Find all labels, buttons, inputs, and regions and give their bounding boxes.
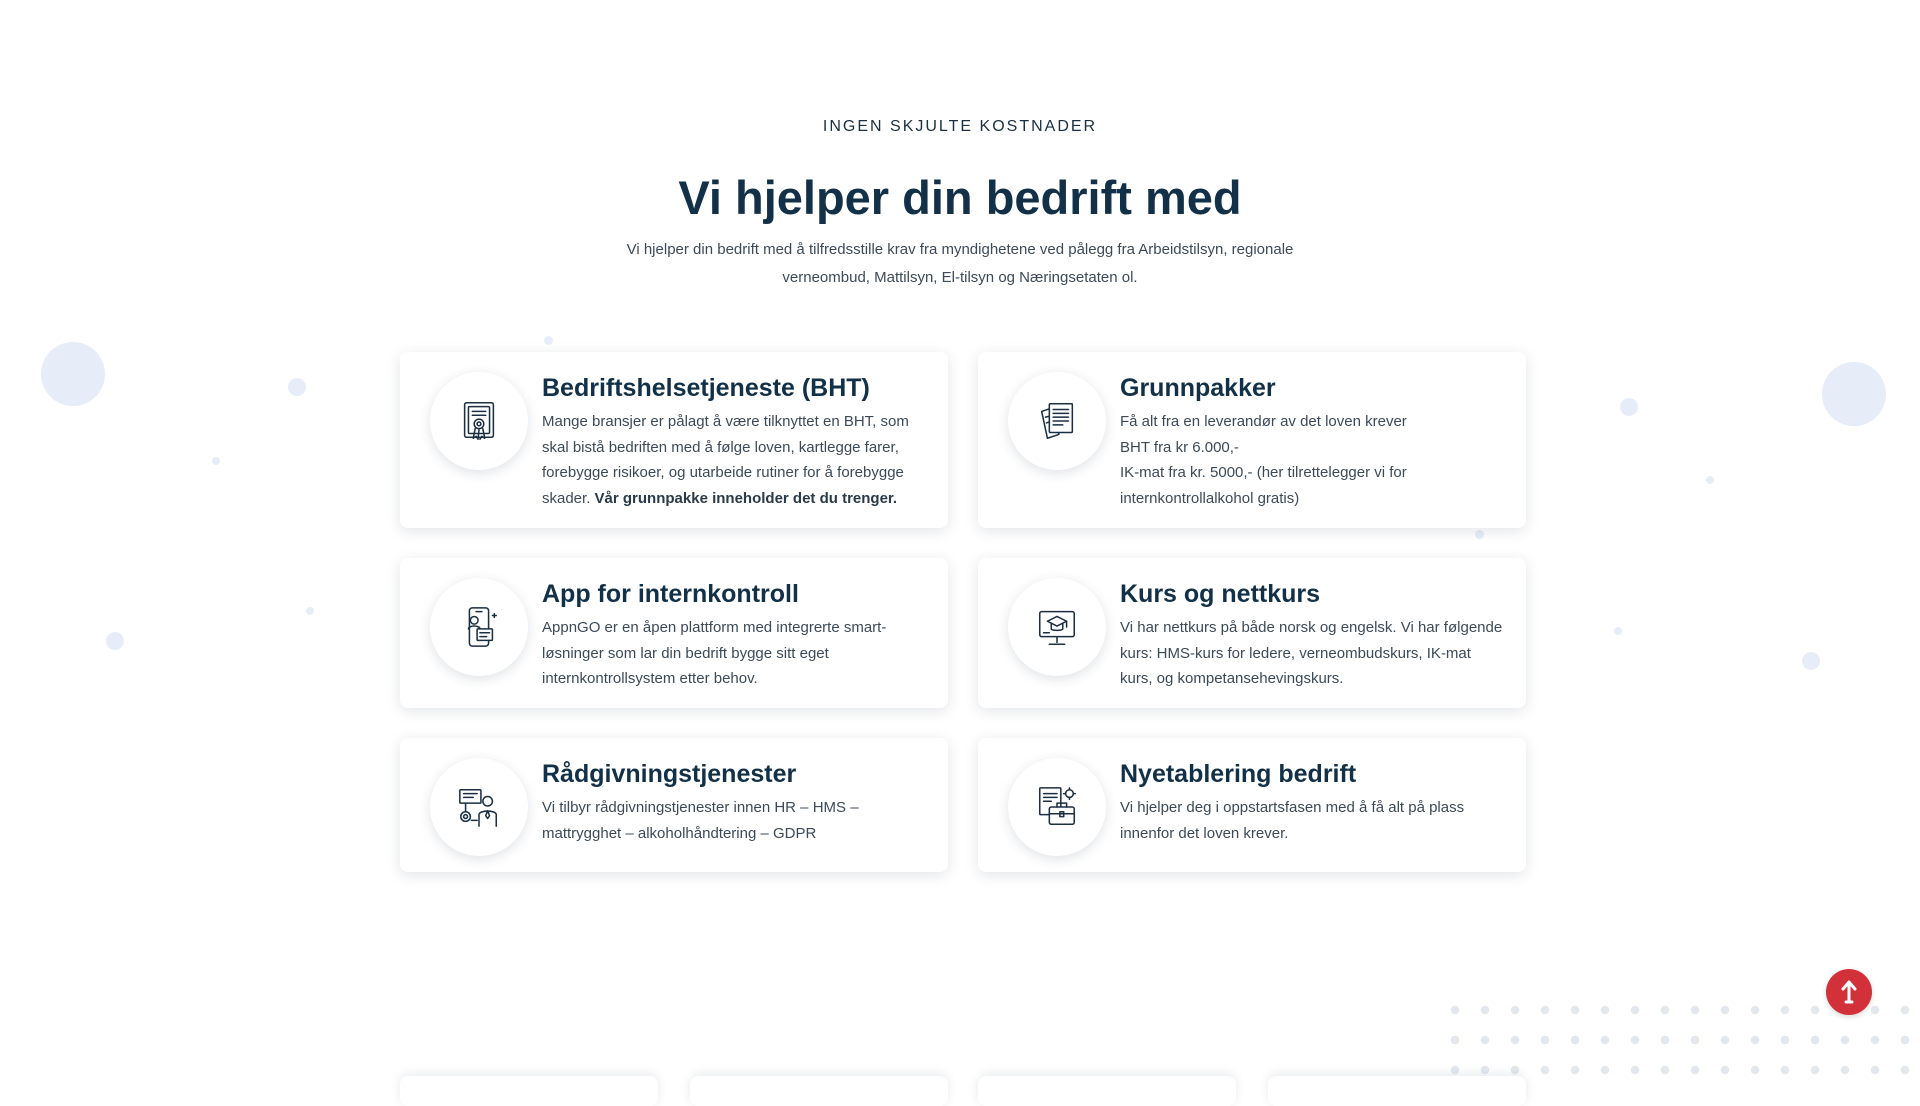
certificate-icon <box>430 372 528 470</box>
card-title: Rådgivningstjenester <box>542 760 797 788</box>
card-line: BHT fra kr 6.000,- <box>1120 438 1239 456</box>
decorative-dot <box>288 378 306 396</box>
arrow-up-icon <box>1838 979 1860 1005</box>
next-section-card <box>1268 1076 1526 1106</box>
decorative-dot <box>212 457 220 465</box>
service-card-app <box>400 558 948 708</box>
section-eyebrow: INGEN SKJULTE KOSTNADER <box>822 118 1098 135</box>
scroll-to-top-button[interactable] <box>1826 969 1872 1015</box>
decorative-dot <box>1475 530 1484 539</box>
card-description: Mange bransjer er pålagt å være tilknyttet en BHT, som skal bistå bedriften med å følge loven, kartlegge farer, forebygge risikoer, og utarbeide rutiner for å forebygge skader. Vår grunnpakke inneholder det du trenger. <box>542 413 909 507</box>
service-card-grunnpakker <box>978 352 1526 528</box>
decorative-dot <box>1620 398 1638 416</box>
service-card-radgivning <box>400 738 948 872</box>
decorative-dot <box>41 342 105 406</box>
decorative-dot <box>1614 627 1622 635</box>
briefcase-icon <box>1008 758 1106 856</box>
next-section-card <box>690 1076 948 1106</box>
card-title: Kurs og nettkurs <box>1120 580 1321 608</box>
card-highlight: Vår grunnpakke inneholder det du trenger. <box>594 489 898 507</box>
service-card-bht <box>400 352 948 528</box>
decorative-dot <box>306 607 314 615</box>
card-description <box>1120 409 1420 511</box>
card-line: Få alt fra en leverandør av det loven krever <box>1120 413 1407 430</box>
decorative-dot <box>1822 362 1886 426</box>
service-card-nyetablering <box>978 738 1526 872</box>
decorative-dot <box>106 632 124 650</box>
card-title: Grunnpakker <box>1120 374 1276 402</box>
section-title: Vi hjelper din bedrift med <box>678 171 1242 224</box>
service-card-kurs <box>978 558 1526 708</box>
card-description: Vi hjelper deg i oppstartsfasen med å få alt på plass innenfor det loven krever. <box>1120 799 1465 842</box>
mobile-app-icon <box>430 578 528 676</box>
card-line: IK-mat fra kr. 5000,- (her tilrettelegger vi for internkontrollalkohol gratis) <box>1120 464 1407 507</box>
next-section-card <box>400 1076 658 1106</box>
card-title: Bedriftshelsetjeneste (BHT) <box>542 374 870 402</box>
documents-icon <box>1008 372 1106 470</box>
decorative-dot <box>1706 476 1714 484</box>
card-description: Vi tilbyr rådgivningstjenester innen HR – HMS – mattrygghet – alkoholhåndtering – GDPR <box>542 799 859 842</box>
card-title: Nyetablering bedrift <box>1120 760 1357 788</box>
decorative-dot <box>544 336 553 345</box>
card-description: Vi har nettkurs på både norsk og engelsk. Vi har følgende kurs: HMS-kurs for ledere, verneombudskurs, IK-mat kurs, og kompetansehevingskurs. <box>1120 619 1503 687</box>
card-title: App for internkontroll <box>542 580 799 608</box>
decorative-dot <box>1802 652 1820 670</box>
section-intro: Vi hjelper din bedrift med å tilfredsstille krav fra myndighetene ved pålegg fra Arbeidstilsyn, regionale verneombud, Mattilsyn, El-tilsyn og Næringsetaten ol. <box>626 241 1294 286</box>
next-section-card <box>978 1076 1236 1106</box>
card-description: AppnGO er en åpen plattform med integrerte smart-løsninger som lar din bedrift bygge sitt eget internkontrollsystem etter behov. <box>542 619 887 687</box>
online-course-icon <box>1008 578 1106 676</box>
consultant-icon <box>430 758 528 856</box>
